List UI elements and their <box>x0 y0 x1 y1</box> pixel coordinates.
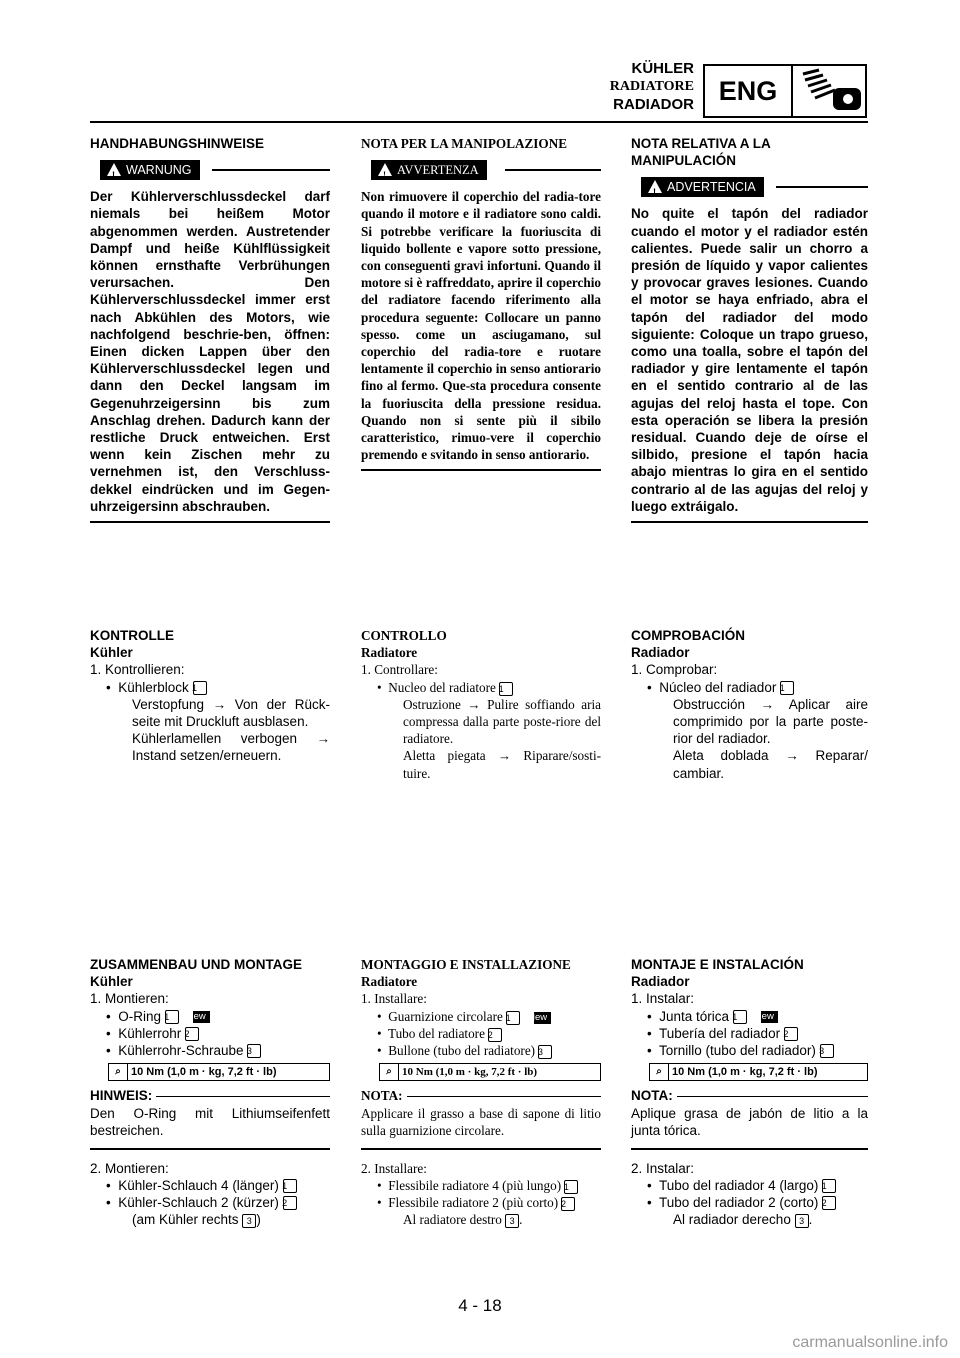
note-header: NOTA: <box>361 1087 601 1105</box>
section-title: MONTAGGIO E INSTALLAZIONE <box>361 957 571 972</box>
wrench-icon: ⌕ <box>650 1064 669 1080</box>
list-line: Al radiador derecho 3 . <box>673 1212 813 1228</box>
handling-title: HANDHABUNGSHINWEISE <box>90 136 265 151</box>
page-number: 4 - 18 <box>458 1296 502 1315</box>
step: 1. Montieren: <box>90 991 169 1007</box>
warning-header <box>631 177 868 199</box>
note-header: NOTA: <box>631 1087 868 1105</box>
check-es <box>631 627 868 782</box>
note-header: HINWEIS: <box>90 1087 330 1105</box>
section-title: KONTROLLE <box>90 628 174 643</box>
note-text: Den O-Ring mit Lithiumseifenfett bestreichen. <box>90 1106 330 1139</box>
list-item: • Junta tórica 1 New <box>631 1008 868 1025</box>
check-de <box>90 627 330 765</box>
torque-spec: ⌕ 10 Nm (1,0 m · kg, 7,2 ft · lb) <box>108 1063 330 1081</box>
handling-title: NOTA RELATIVA A LA MANIPULACIÓN <box>631 136 771 169</box>
list-item: • Tubo del radiatore 2 <box>361 1025 601 1042</box>
torque-spec: ⌕ 10 Nm (1,0 m · kg, 7,2 ft · lb) <box>649 1063 868 1081</box>
wrench-icon: ⌕ <box>109 1064 128 1080</box>
assembly-de <box>90 956 330 1228</box>
section-title: CONTROLLO <box>361 628 447 643</box>
assembly-es <box>631 956 868 1228</box>
assembly-it <box>361 956 601 1228</box>
list-item: • Tornillo (tubo del radiador) 3 <box>631 1042 868 1059</box>
list-line: Al radiatore destro 3 . <box>403 1212 523 1228</box>
list-item: • Tubería del radiador 2 <box>631 1025 868 1042</box>
engine-spring-icon <box>793 66 865 116</box>
column-es <box>631 135 868 523</box>
new-badge: New <box>534 1012 551 1024</box>
new-badge: New <box>761 1011 778 1023</box>
header-title-es: RADIADOR <box>613 96 694 113</box>
step: 1. Instalar: <box>631 991 695 1007</box>
check-line: Aleta doblada → Reparar/ cambiar. <box>673 748 868 781</box>
list-item: • Guarnizione circolare 1 New <box>361 1008 601 1025</box>
handling-title: NOTA PER LA MANIPOLAZIONE <box>361 136 568 151</box>
check-line: Verstopfung → Von der Rück-seite mit Druckluft ausblasen. <box>132 696 330 730</box>
check-line: Obstrucción → Aplicar aire comprimido por la parte poste-rior del radiador. <box>673 696 868 747</box>
warning-icon <box>378 163 392 176</box>
section-subtitle: Kühler <box>90 974 133 990</box>
list-item: • Kühler-Schlauch 4 (länger) 1 <box>90 1177 330 1194</box>
section-title: MONTAJE E INSTALACIÓN <box>631 957 804 972</box>
step: 1. Comprobar: <box>631 662 718 678</box>
check-line: Aletta piegata → Riparare/sosti-tuire. <box>403 748 601 781</box>
list-item: • Tubo del radiador 4 (largo) 1 <box>631 1177 868 1194</box>
list-item: • Nucleo del radiatore 1 <box>361 679 601 696</box>
section-tab <box>703 64 867 118</box>
new-badge: New <box>193 1011 210 1023</box>
warning-text: Non rimuovere il coperchio del radia-tore quando il motore e il radiatore sono caldi. Si potrebbe verificare la fuoriuscita di liquido bollente e vapore sotto pressione, con conseguenti gravi infortuni. Quando il motore si è raffreddato, aprire il coperchio del radiatore facendo riferimento alla procedura seguente: Collocare un panno spesso. come un asciugamano, sul coperchio del radia-tore e ruotare lentamente il coperchio in senso antiorario fino al fermo. Que-sta procedura consente la fuoriuscita della pressione residua. Quando non si sente più il sibilo caratteristico, rimuo-vere il coperchio premendo e svitando in senso antiorario. <box>361 189 601 463</box>
list-item: • Kühlerblock 1 <box>90 679 330 696</box>
warning-icon <box>648 180 662 193</box>
column-de <box>90 135 330 523</box>
warning-header <box>90 160 330 182</box>
list-item: • Kühlerrohr 2 <box>90 1025 330 1042</box>
step: 1. Controllare: <box>361 662 438 678</box>
note-text: Aplique grasa de jabón de litio a la junta tórica. <box>631 1106 868 1139</box>
list-item: • Flessibile radiatore 4 (più lungo) 1 <box>361 1177 601 1194</box>
section-subtitle: Radiatore <box>361 974 418 990</box>
section-title: COMPROBACIÓN <box>631 628 745 643</box>
section-subtitle: Radiatore <box>361 645 418 661</box>
list-line: (am Kühler rechts 3 ) <box>132 1212 261 1228</box>
warning-text: Der Kühlerverschlussdeckel darf niemals bei heißem Motor abgenommen werden. Austretender Dampf und heiße Kühlflüssigkeit können ernsthafte Verbrühungen verursachen. Den Kühlerverschlussdeckel immer erst nach Abkühlen des Motors, wie nachfolgend beschrie-ben, öffnen: Einen dicken Lappen über den Kühlerverschlussdeckel legen und dann den Deckel langsam im Gegenuhrzeigersinn bis zum Anschlag drehen. Dadurch kann der restliche Druck entweichen. Erst wenn kein Zischen mehr zu vernehmen ist, den Verschluss-dekkel eindrücken und im Gegen-uhrzeigersinn abschrauben. <box>90 189 330 514</box>
list-item: • Bullone (tubo del radiatore) 3 <box>361 1042 601 1059</box>
step: 2. Montieren: <box>90 1160 169 1176</box>
note-text: Applicare il grasso a base di sapone di litio sulla guarnizione circolare. <box>361 1106 601 1139</box>
warning-label: ! WARNUNG <box>100 160 200 180</box>
check-line: Ostruzione → Pulire soffiando aria compressa dalla parte poste-riore del radiatore. <box>403 696 601 747</box>
warning-icon <box>107 163 121 176</box>
torque-spec: ⌕ 10 Nm (1,0 m · kg, 7,2 ft · lb) <box>379 1063 601 1081</box>
list-item: • Flessibile radiatore 2 (più corto) 2 <box>361 1194 601 1211</box>
section-subtitle: Radiador <box>631 645 690 661</box>
list-item: • Tubo del radiador 2 (corto) 2 <box>631 1194 868 1211</box>
check-line: Kühlerlamellen verbogen → Instand setzen/erneuern. <box>132 731 330 764</box>
warning-text: No quite el tapón del radiador cuando el motor y el radiador estén calientes. Puede salir un chorro a presión de líquido y vapor calientes y provocar graves lesiones. Cuando el motor se haya enfriado, abra el tapón del radiador del modo siguiente: Coloque un trapo grueso, como una toalla, sobre el tapón del radiador y gire lentamente el tapón en el sentido contrario al de las agujas del reloj hasta el tope. Con esta operación se libera la presión residual. Cuando deje de oírse el silbido, presione el tapón hacia abajo mientras lo gira en el sentido contrario al de las agujas del reloj y luego extráigalo. <box>631 206 868 514</box>
header-title-de: KÜHLER <box>631 60 694 77</box>
step: 1. Installare: <box>361 991 427 1007</box>
section-subtitle: Kühler <box>90 645 133 661</box>
section-title: ZUSAMMENBAU UND MONTAGE <box>90 957 302 972</box>
warning-header <box>361 160 601 182</box>
warning-label: ! ADVERTENCIA <box>641 177 764 197</box>
list-item: • Kühlerrohr-Schraube 3 <box>90 1042 330 1059</box>
wrench-icon: ⌕ <box>380 1064 399 1080</box>
list-item: • Núcleo del radiador 1 <box>631 679 868 696</box>
watermark: carmanualsonline.info <box>792 1334 948 1351</box>
step: 1. Kontrollieren: <box>90 662 185 678</box>
header-rule <box>90 121 868 123</box>
list-item: • Kühler-Schlauch 2 (kürzer) 2 <box>90 1194 330 1211</box>
column-it <box>361 135 601 471</box>
header-title-it: RADIATORE <box>609 79 694 94</box>
step: 2. Installare: <box>361 1160 427 1176</box>
warning-label: ! AVVERTENZA <box>371 160 487 180</box>
step: 2. Instalar: <box>631 1160 695 1176</box>
list-item: • O-Ring 1 New <box>90 1008 330 1025</box>
section-subtitle: Radiador <box>631 974 690 990</box>
section-label: ENG <box>705 66 793 116</box>
check-it <box>361 627 601 782</box>
